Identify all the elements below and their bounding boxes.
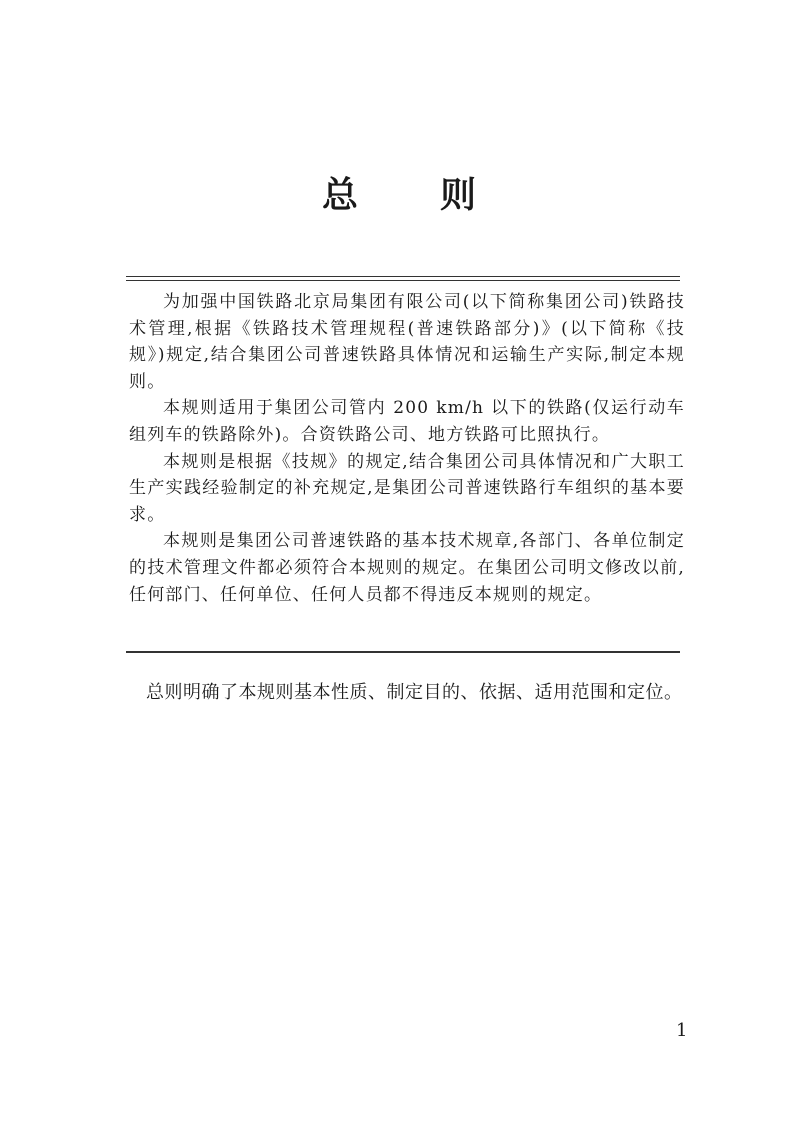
box-paragraph-3: 本规则是根据《技规》的规定,结合集团公司具体情况和广大职工生产实践经验制定的补充规定,是集团公司普速铁路行车组织的基本要求。 xyxy=(129,451,685,525)
bottom-rule xyxy=(126,651,680,653)
title-char-left: 总 xyxy=(321,175,360,216)
page-title xyxy=(0,172,800,220)
summary-text: 总则明确了本规则基本性质、制定目的、依据、适用范围和定位。 xyxy=(146,682,683,703)
box-paragraph-4: 本规则是集团公司普速铁路的基本技术规章,各部门、各单位制定的技术管理文件都必须符合本规则的规定。在集团公司明文修改以前,任何部门、任何单位、任何人员都不得违反本规则的规定。 xyxy=(129,531,685,605)
page-number: 1 xyxy=(676,1020,688,1041)
box-paragraph-1: 为加强中国铁路北京局集团有限公司(以下简称集团公司)铁路技术管理,根据《铁路技术管理规程(普速铁路部分)》(以下简称《技规》)规定,结合集团公司普速铁路具体情况和运输生产实际,制定本规则。 xyxy=(129,292,685,392)
title-char-right: 则 xyxy=(440,175,479,216)
general-provisions-box xyxy=(129,289,685,608)
box-paragraph-2: 本规则适用于集团公司管内 200 km/h 以下的铁路(仅运行动车组列车的铁路除外)。合资铁路公司、地方铁路可比照执行。 xyxy=(129,398,685,445)
top-double-rule xyxy=(126,276,680,281)
